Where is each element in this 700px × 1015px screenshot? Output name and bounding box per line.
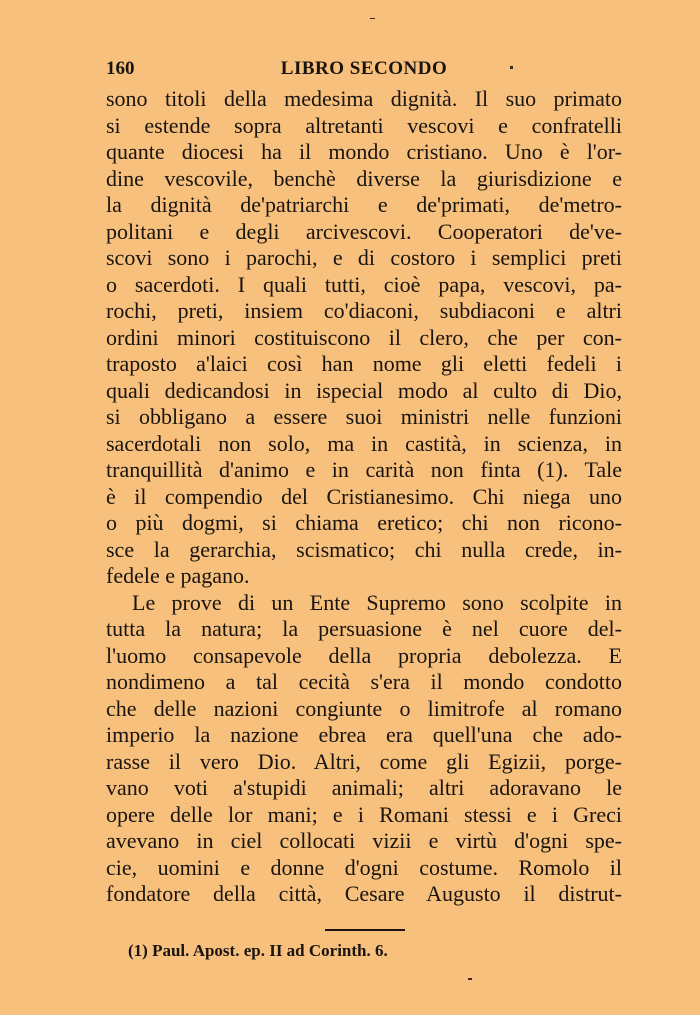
text-line: si obbligano a essere suoi ministri nelle funzioni [106,404,622,429]
text-line: sacerdotali non solo, ma in castità, in scienza, in [106,430,622,456]
text-line: nondimeno a tal cecità s'era il mondo condotto [106,669,622,694]
text-line: cie, uomini e donne d'ogni costume. Romolo il [106,854,622,880]
text-line: tranquillità d'animo e in carità non finta (1). Tale [106,457,622,482]
text-line: ordini minori costituiscono il clero, che per con- [106,324,622,350]
text-line: fondatore della città, Cesare Augusto il distrut- [106,881,622,906]
text-line: sono titoli della medesima dignità. Il suo primato [106,86,622,111]
text-line: la dignità de'patriarchi e de'primati, de'metro- [106,192,622,217]
text-line: avevano in ciel collocati vizii e virtù d'ogni spe- [106,828,622,853]
body-text [106,86,622,908]
text-line: dine vescovile, benchè diverse la giurisdizione e [106,165,622,191]
text-line: quali dedicandosi in ispecial modo al culto di Dio, [106,377,622,403]
paragraph-start-line: Le prove di un Ente Supremo sono scolpite in [132,589,622,615]
text-line: quante diocesi ha il mondo cristiano. Uno è l'or- [106,139,622,164]
text-line: si estende sopra altretanti vescovi e confratelli [106,112,622,138]
footnote: (1) Paul. Apost. ep. II ad Corinth. 6. [128,941,388,960]
text-line: scovi sono i parochi, e di costoro i semplici preti [106,245,622,270]
text-line: traposto a'laici così han nome gli eletti fedeli i [106,351,622,376]
text-line: che delle nazioni congiunte o limitrofe al romano [106,695,622,721]
text-line: imperio la nazione ebrea era quell'una che ado- [106,722,622,747]
text-line: o sacerdoti. I quali tutti, cioè papa, vescovi, pa- [106,271,622,297]
text-line: rasse il vero Dio. Altri, come gli Egizii, porge- [106,748,622,774]
footnote-divider [325,929,405,931]
running-title: LIBRO SECONDO [280,58,448,79]
print-speck [370,18,375,19]
print-speck [468,978,472,980]
text-line: tutta la natura; la persuasione è nel cuore del- [106,616,622,641]
text-line: sce la gerarchia, scismatico; chi nulla crede, in- [106,536,622,562]
text-line: o più dogmi, si chiama eretico; chi non ricono- [106,510,622,535]
text-line: rochi, preti, insiem co'diaconi, subdiaconi e altri [106,298,622,323]
text-line: politani e degli arcivescovi. Cooperatori de've- [106,218,622,244]
text-line: vano voti a'stupidi animali; altri adoravano le [106,775,622,800]
text-line: opere delle lor mani; e i Romani stessi e i Greci [106,801,622,827]
paragraph-end-line: fedele e pagano. [106,563,250,588]
page-number: 160 [106,58,135,79]
page-header [106,56,622,84]
text-line: è il compendio del Cristianesimo. Chi niega uno [106,483,622,509]
text-line: l'uomo consapevole della propria debolezza. E [106,642,622,668]
